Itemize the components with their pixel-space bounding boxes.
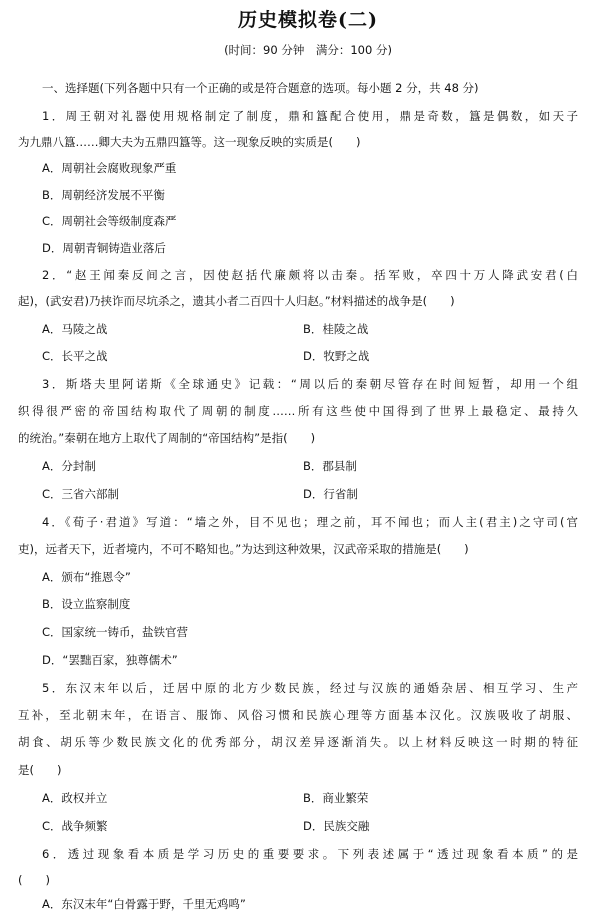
question-3-stem-line-1: 3．斯塔夫里阿诺斯《全球通史》记载：“周以后的秦朝尽管存在时间短暂，却用一个组 xyxy=(42,377,578,391)
question-2-option-d: D．牧野之战 xyxy=(303,349,370,363)
question-1-stem-line-1: 1．周王朝对礼器使用规格制定了制度，鼎和簋配合使用，鼎是奇数，簋是偶数，如天子 xyxy=(42,109,578,123)
question-3-stem-line-3: 的统治。”秦朝在地方上取代了周制的“帝国结构”是指( ) xyxy=(18,431,316,445)
question-4-option-c: C．国家统一铸币，盐铁官营 xyxy=(42,625,189,639)
question-5-option-a: A．政权并立 xyxy=(42,791,108,805)
question-4-stem-line-2: 吏)，远者天下，近者境内，不可不略知也。”为达到这种效果，汉武帝采取的措施是( ) xyxy=(18,542,469,556)
question-2-option-b: B．桂陵之战 xyxy=(303,322,369,336)
question-6-option-a: A．东汉末年“白骨露于野，千里无鸡鸣” xyxy=(42,897,246,911)
page-title: 历史模拟卷(二) xyxy=(238,9,378,31)
question-5-stem-line-3: 胡食、胡乐等少数民族文化的优秀部分，胡汉差异逐渐消失。以上材料反映这一时期的特征 xyxy=(18,735,578,749)
question-2-option-a: A．马陵之战 xyxy=(42,322,108,336)
question-4-option-a: A．颁布“推恩令” xyxy=(42,570,131,584)
question-5-stem-line-2: 互补，至北朝末年，在语言、服饰、风俗习惯和民族心理等方面基本汉化。汉族吸收了胡服、 xyxy=(18,708,578,722)
question-4-stem-line-1: 4．《荀子·君道》写道：“墙之外，目不见也；理之前，耳不闻也；而人主(君主)之守司(官 xyxy=(42,515,578,529)
question-5-option-d: D．民族交融 xyxy=(303,819,370,833)
question-1-option-a: A．周朝社会腐败现象严重 xyxy=(42,161,177,175)
question-4-option-d: D．“罢黜百家，独尊儒术” xyxy=(42,653,178,667)
question-1-option-c: C．周朝社会等级制度森严 xyxy=(42,214,177,228)
exam-info: (时间：90 分钟 满分：100 分) xyxy=(224,43,392,57)
question-2-stem-line-2: 起)，(武安君)乃挟诈而尽坑杀之，遗其小者二百四十人归赵。”材料描述的战争是( ) xyxy=(18,294,455,308)
question-2-stem-line-1: 2．“赵王闻秦反间之言，因使赵括代廉颇将以击秦。括军败，卒四十万人降武安君(白 xyxy=(42,268,578,282)
question-5-option-b: B．商业繁荣 xyxy=(303,791,369,805)
question-3-option-a: A．分封制 xyxy=(42,459,96,473)
question-3-option-b: B．郡县制 xyxy=(303,459,357,473)
question-1-option-b: B．周朝经济发展不平衡 xyxy=(42,188,165,202)
question-5-option-c: C．战争频繁 xyxy=(42,819,108,833)
question-1-stem-line-2: 为九鼎八簋……卿大夫为五鼎四簋等。这一现象反映的实质是( ) xyxy=(18,135,361,149)
question-5-stem-line-1: 5．东汉末年以后，迁居中原的北方少数民族，经过与汉族的通婚杂居、相互学习、生产 xyxy=(42,681,578,695)
question-6-stem-line-2: ( ) xyxy=(18,873,50,887)
question-3-option-c: C．三省六部制 xyxy=(42,487,120,501)
question-3-stem-line-2: 织得很严密的帝国结构取代了周朝的制度……所有这些使中国得到了世界上最稳定、最持久 xyxy=(18,404,578,418)
question-1-option-d: D．周朝青铜铸造业落后 xyxy=(42,241,166,255)
question-6-stem-line-1: 6．透过现象看本质是学习历史的重要要求。下列表述属于“透过现象看本质”的是 xyxy=(42,847,578,861)
question-5-stem-line-4: 是( ) xyxy=(18,763,62,777)
question-4-option-b: B．设立监察制度 xyxy=(42,597,131,611)
question-2-option-c: C．长平之战 xyxy=(42,349,108,363)
section-heading: 一、选择题(下列各题中只有一个正确的或是符合题意的选项。每小题 2 分，共 48 分) xyxy=(42,81,479,95)
question-3-option-d: D．行省制 xyxy=(303,487,358,501)
